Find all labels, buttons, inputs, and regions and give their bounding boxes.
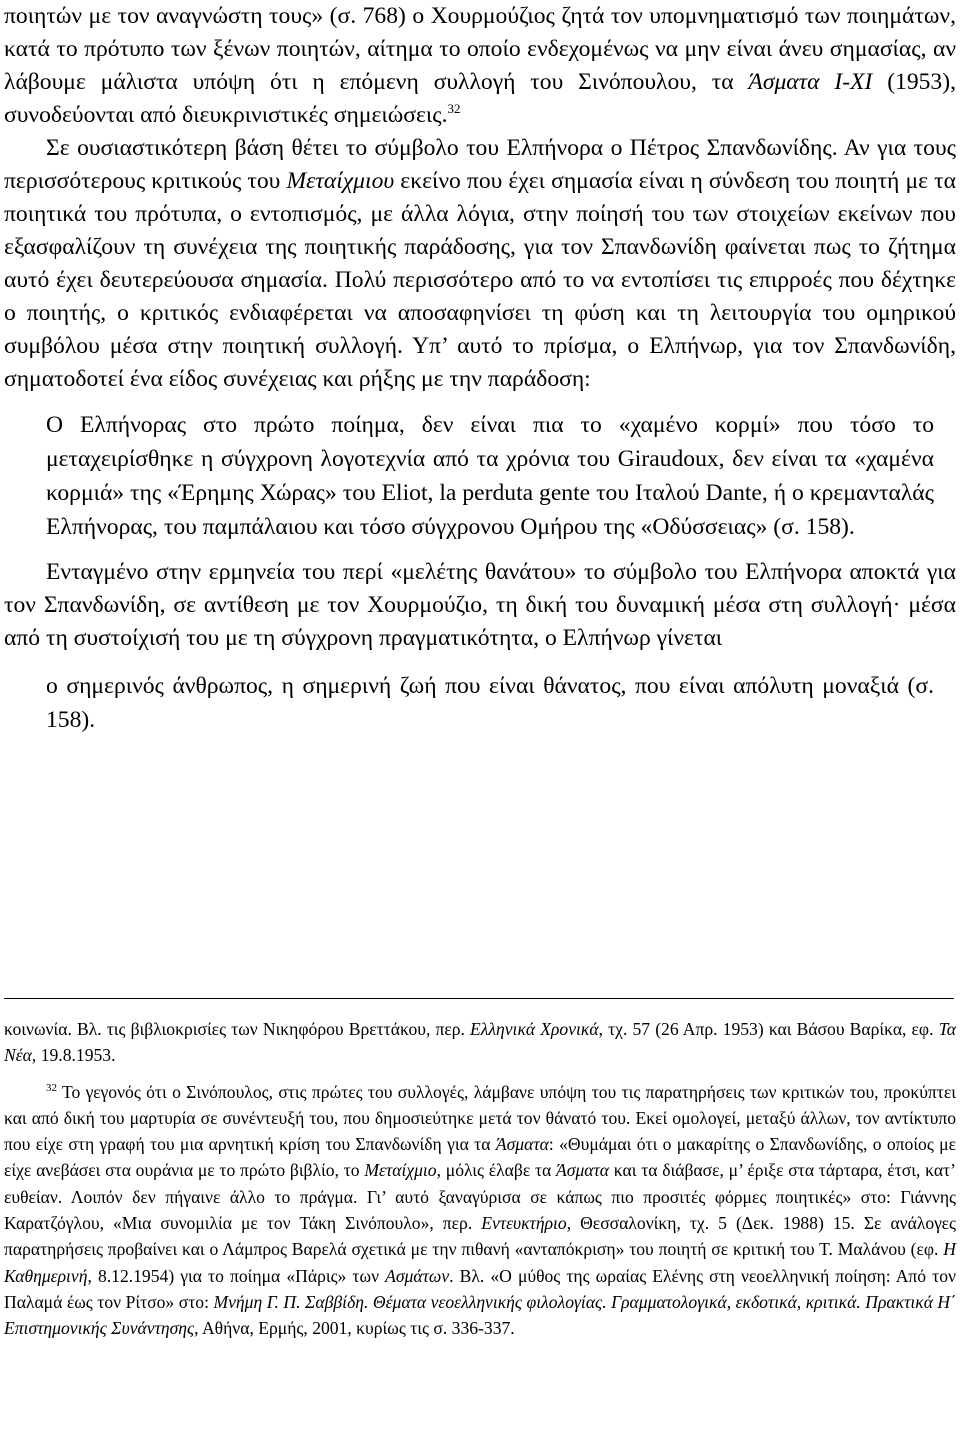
text-run: εκείνο που έχει σημασία είναι η σύνδεση του ποιητή με τα ποιητικά του πρότυπα, ο εντοπισμός, με άλλα λόγια, στην ποίησή του των στοιχείων εκείνων που εξασφαλίζουν τη συνέχεια της ποιητικής παράδοσης, για τον Σπανδωνίδη φαίνεται πως το ζήτημα αυτό έχει δευτερεύουσα σημασία. Πολύ περισσότερο από το να εντοπίσει τις επιρροές που δέχτηκε ο ποιητής, ο κριτικός ενδιαφέρεται να αποσαφηνίσει τη φύση και τη λειτουργία του ομηρικού συμβόλου μέσα στην ποιητική συλλογή. Υπ’ αυτό το πρίσμα, ο Ελπήνωρ, για τον Σπανδωνίδη, σηματοδοτεί ένα είδος συνέχειας και ρήξης με την παράδοση: — [4, 168, 956, 392]
italic-title: Η Καθημερινή — [4, 1239, 956, 1286]
footnote-32 — [4, 1079, 956, 1342]
italic-title: Μεταίχμιο — [364, 1160, 437, 1181]
text-run: και τα διάβασε, μ’ έριξε στα τάρταρα, έτσι, κατ’ ευθείαν. Λοιπόν δεν πήγαινε άλλο το πράγμα. Γι’ αυτό ξαναγύρισα σε κάπως πιο προσιτές φόρμες ποιητικές» στο: Γιάννης Καρατζόγλου, «Μια συνομιλία με τον Τάκη Σινόπουλο», περ. — [4, 1160, 956, 1234]
text-run: , 19.8.1953. — [31, 1045, 116, 1066]
text-run: , 8.12.1954) για το ποίημα «Πάρις» των — [87, 1265, 386, 1286]
text-run: κοινωνία. Βλ. τις βιβλιοκρισίες των Νικηφόρου Βρεττάκου, περ. — [4, 1019, 471, 1039]
text-run: Σε ουσιαστικότερη βάση θέτει το σύμβολο του Ελπήνορα ο Πέτρος Σπανδωνίδης. Αν για τους περισσότερους κριτικούς του — [4, 135, 956, 194]
italic-title: Ελληνικά Χρονικά — [470, 1019, 599, 1039]
text-run: : «Θυμάμαι ότι ο μακαρίτης ο Σπανδωνίδης, ο οποίος με είχε ανεβάσει στα ουράνια με το πρώτο βιβλίο, το — [4, 1134, 956, 1181]
footnote-ref-32[interactable]: 32 — [447, 101, 461, 116]
block-quote-1: Ο Ελπήνορας στο πρώτο ποίημα, δεν είναι πια το «χαμένο κορμί» που τόσο το μεταχειρίσθηκε η σύγχρονη λογοτεχνία από τα χρόνια του Giraudoux, δεν είναι τα «χαμένα κορμιά» της «Έρημης Χώρας» του Eliot, la perduta gente του Ιταλού Dante, ή ο κρεμανταλάς Ελπήνορας, του παμπάλαιου και τόσο σύγχρονου Ομήρου της «Οδύσσειας» (σ. 158). — [46, 412, 934, 540]
text-run: (1953), συνοδεύονται από διευκρινιστικές σημειώσεις. — [4, 69, 956, 128]
text-run: , Θεσσαλονίκη, τχ. 5 (Δεκ. 1988) 15. Σε ανάλογες παρατηρήσεις προβαίνει και ο Λάμπρος Βαρελά σχετικά με την πιθανή «ανταπόκριση» του ποιητή σε κριτική του Τ. Μαλάνου (εφ. — [4, 1213, 956, 1260]
paragraph-3: Ενταγμένο στην ερμηνεία του περί «μελέτης θανάτου» το σύμβολο του Ελπήνορα αποκτά για τον Σπανδωνίδη, σε αντίθεση με τον Χουρμούζιο, τη δική του δυναμική μέσα στη συλλογή· μέσα από τη συστοίχισή του με τη σύγχρονη πραγματικότητα, ο Ελπήνωρ γίνεται — [4, 559, 956, 651]
italic-title: Τα Νέα — [4, 1019, 957, 1066]
text-run: , μόλις έλαβε τα — [436, 1160, 557, 1181]
text-run: ποιητών με τον αναγνώστη τους» (σ. 768) ο Χουρμούζιος ζητά τον υπομνηματισμό των ποιημάτων, κατά το πρότυπο των ξένων ποιητών, αίτημα το οποίο ενδεχομένως να μην είναι άνευ σημασίας, αν λάβουμε μάλιστα υπόψη ότι η επόμενη συλλογή του Σινόπουλου, τα — [4, 3, 956, 95]
footnotes — [4, 1016, 956, 1342]
footnote-continuation — [4, 1016, 956, 1069]
italic-title: Μνήμη Γ. Π. Σαββίδη. Θέματα νεοελληνικής φιλολογίας. Γραμματολογικά, εκδοτικά, κριτικά. Πρακτικά Η΄ Επιστημονικής Συνάντησης — [4, 1291, 956, 1339]
paragraph-2 — [4, 132, 956, 396]
text-run: . Βλ. «Ο μύθος της ωραίας Ελένης στη νεοελληνική ποίηση: Από τον Παλαμά έως τον Ρίτσο» στο: — [4, 1265, 956, 1312]
text-run: Το γεγονός ότι ο Σινόπουλος, στις πρώτες του συλλογές, λάμβανε υπόψη του τις παρατηρήσεις των κριτικών του, προκύπτει και από δική του μαρτυρία σε συνέντευξή του, που δημοσιεύτηκε μετά τον θάνατό του. Εκεί ομολογεί, μεταξύ άλλων, τον αντίκτυπο που είχε στη γραφή του μια αρνητική κρίση του Σπανδωνίδη για τα — [4, 1081, 956, 1155]
italic-title: Άσματα — [495, 1134, 549, 1155]
block-quote-2: ο σημερινός άνθρωπος, η σημερινή ζωή που είναι θάνατος, που είναι απόλυτη μοναξιά (σ. 158). — [46, 673, 934, 733]
italic-title: Άσματα I-XI — [748, 69, 873, 95]
paragraph-1 — [4, 0, 956, 132]
main-text — [4, 0, 956, 737]
italic-title: Εντευκτήριο — [481, 1213, 567, 1234]
footnote-divider — [4, 998, 954, 999]
italic-title: Μεταίχμιου — [286, 168, 395, 194]
footnote-number: 32 — [46, 1081, 57, 1094]
italic-title: Ασμάτων — [385, 1265, 450, 1286]
text-run: , Αθήνα, Ερμής, 2001, κυρίως τις σ. 336-337. — [194, 1318, 515, 1339]
italic-title: Άσματα — [556, 1160, 610, 1181]
text-run: , τχ. 57 (26 Απρ. 1953) και Βάσου Βαρίκα, εφ. — [598, 1019, 939, 1039]
